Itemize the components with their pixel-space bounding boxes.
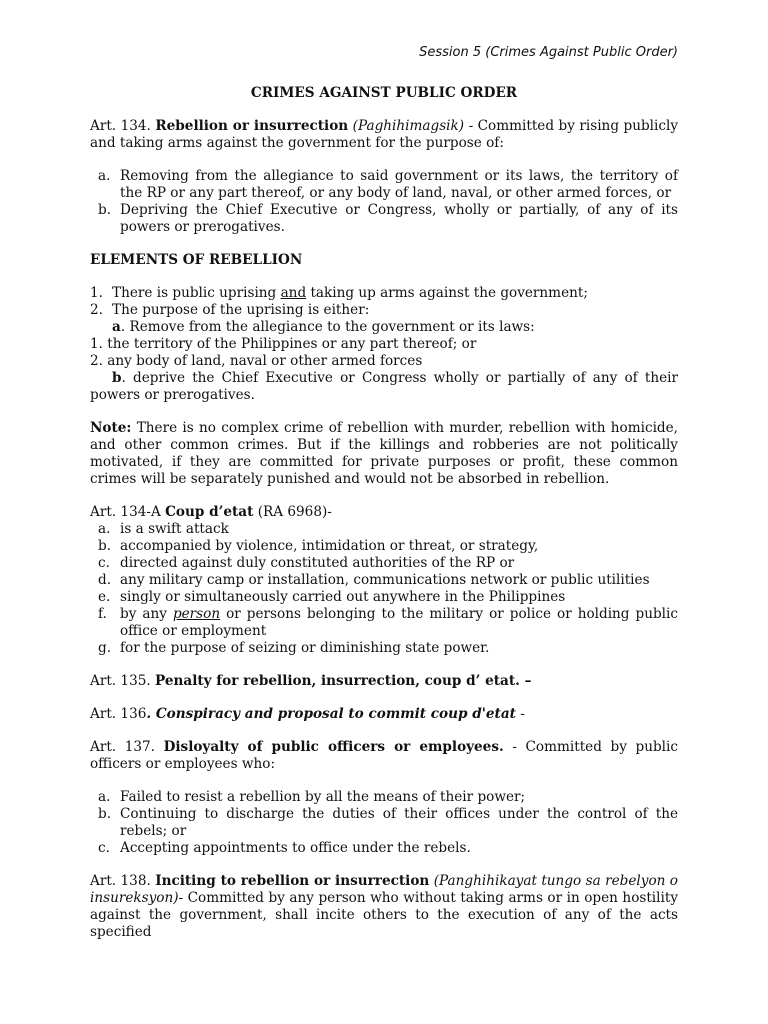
- list-item: a. Failed to resist a rebellion by all the means of their power;: [98, 789, 526, 805]
- list-item: c. directed against duly constituted authorities of the RP or: [98, 555, 515, 571]
- note-paragraph: [90, 420, 678, 488]
- element-sub-b: b. deprive the Chief Executive or Congress wholly or partially of any of their powers or prerogatives.: [90, 370, 678, 403]
- element-item-2: 2. The purpose of the uprising is either:: [90, 302, 370, 318]
- element-sub-1: 1. the territory of the Philippines or any part thereof; or: [90, 336, 477, 352]
- art-137-list: [90, 789, 678, 857]
- element-item-1: 1. There is public uprising and taking up arms against the government;: [90, 285, 588, 301]
- art-138-paragraph: Art. 138. Inciting to rebellion or insurrection (Panghihikayat tungo sa rebelyon o insureksyon)- Committed by any person who without taking arms or in open hostility against the government, shall incite others to the execution of any of the acts specified: [90, 873, 678, 940]
- elements-heading: ELEMENTS OF REBELLION: [90, 252, 303, 268]
- list-item: a. is a swift attack: [98, 521, 229, 537]
- list-item: b. Depriving the Chief Executive or Congress, wholly or partially, of any of its powers or prerogatives.: [98, 202, 678, 235]
- art-134-paragraph: [90, 118, 678, 152]
- list-item: a. Removing from the allegiance to said government or its laws, the territory of the RP or any part thereof, or any body of land, naval, or other armed forces, or: [98, 168, 678, 201]
- note-label: Note:: [90, 420, 132, 436]
- list-item: d. any military camp or installation, communications network or public utilities: [98, 572, 650, 588]
- art-134a-heading: Art. 134-A Coup d’etat (RA 6968)-: [90, 504, 332, 520]
- list-item: c. Accepting appointments to office under the rebels.: [98, 840, 471, 856]
- art-134a-list: [90, 521, 678, 657]
- page-title: CRIMES AGAINST PUBLIC ORDER: [250, 85, 518, 101]
- list-item: b. accompanied by violence, intimidation or threat, or strategy,: [98, 538, 539, 554]
- art-137-paragraph: Art. 137. Disloyalty of public officers or employees. - Committed by public officers or employees who:: [90, 739, 678, 772]
- element-sub-2: 2. any body of land, naval or other armed forces: [90, 353, 423, 369]
- note-text: There is no complex crime of rebellion with murder, rebellion with homicide, and other common crimes. But if the killings and robberies are not politically motivated, if they are committed for private purposes or profit, these common crimes will be separately punished and would not be absorbed in rebellion.: [90, 420, 678, 487]
- art-134-name: Rebellion or insurrection: [155, 118, 349, 134]
- list-item: g. for the purpose of seizing or diminishing state power.: [98, 640, 490, 656]
- element-sub-a: a. Remove from the allegiance to the government or its laws:: [112, 319, 535, 335]
- art-134-label: Art. 134.: [90, 118, 156, 134]
- art-134-tagalog: (Paghihimagsik): [352, 118, 465, 134]
- list-item: f. by any person or persons belonging to the military or police or holding public office or employment: [98, 606, 678, 639]
- art-134-desc: - Committed by rising publicly and taking arms against the government for the purpose of:: [90, 118, 679, 151]
- art-134-list: [90, 168, 678, 236]
- list-item: e. singly or simultaneously carried out anywhere in the Philippines: [98, 589, 566, 605]
- art-135-heading: Art. 135. Penalty for rebellion, insurrection, coup d’ etat. –: [90, 673, 532, 689]
- list-item: b. Continuing to discharge the duties of their offices under the control of the rebels; or: [98, 806, 678, 839]
- art-136-heading: Art. 136. Conspiracy and proposal to commit coup d'etat -: [90, 706, 525, 722]
- session-header: Session 5 (Crimes Against Public Order): [419, 45, 678, 60]
